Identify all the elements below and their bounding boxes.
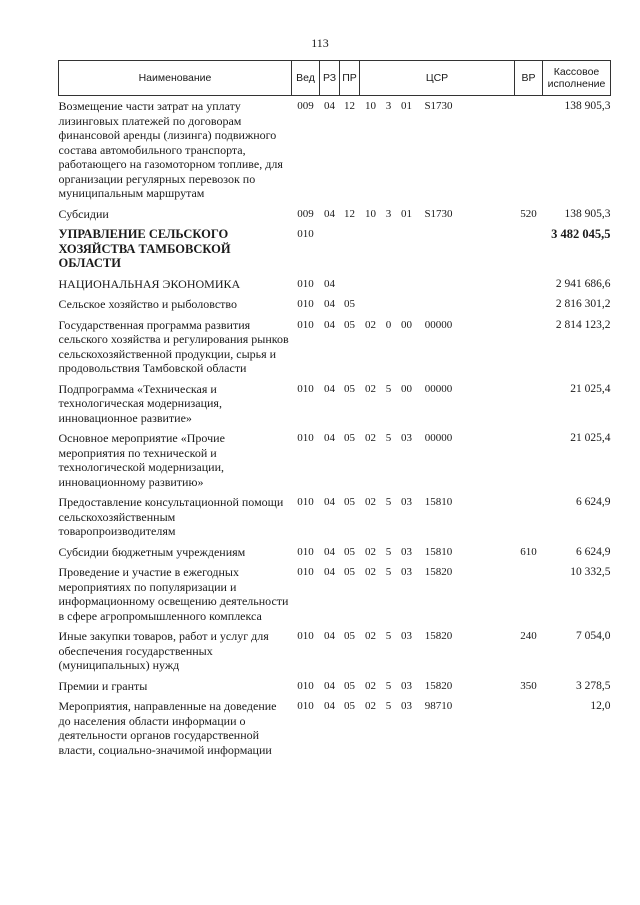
- row-amount: 10 332,5: [570, 566, 611, 578]
- table-header-row: [59, 61, 611, 96]
- header-ved: Вед: [292, 61, 320, 96]
- row-name: УПРАВЛЕНИЕ СЕЛЬСКОГО ХОЗЯЙСТВА ТАМБОВСКОЙ ОБЛАСТИ: [58, 227, 231, 270]
- row-rz: 04: [324, 545, 335, 558]
- table-row: [59, 274, 611, 295]
- row-pr: 05: [344, 566, 355, 578]
- row-vr: [515, 274, 543, 295]
- row-csr: [360, 294, 515, 315]
- row-csr-event: 00: [401, 318, 412, 331]
- row-ved: 010: [297, 228, 314, 240]
- row-csr: [360, 315, 515, 379]
- row-ved: 010: [297, 298, 314, 310]
- row-ved: 010: [297, 545, 314, 558]
- row-csr: [360, 428, 515, 492]
- row-csr-subprogram: 5: [385, 700, 392, 712]
- row-name: Мероприятия, направленные на доведение до населения области информации о деятельности органов государственной власти, социально-значимой информации: [58, 699, 277, 757]
- row-vr: [515, 224, 543, 274]
- row-csr-subprogram: 5: [385, 382, 392, 395]
- row-rz: 04: [324, 298, 335, 310]
- table-row: [59, 626, 611, 676]
- row-vr: [515, 96, 543, 204]
- row-pr: 05: [344, 382, 355, 395]
- row-csr-program: 02: [365, 496, 376, 508]
- row-vr: 240: [520, 630, 537, 642]
- table-row: [59, 204, 611, 225]
- row-pr: 05: [344, 496, 355, 508]
- row-csr-direction: 98710: [424, 700, 453, 712]
- row-csr-program: 10: [365, 207, 376, 220]
- row-vr: 350: [520, 679, 537, 692]
- row-name: Субсидии: [58, 206, 109, 221]
- row-csr-direction: 15810: [424, 496, 453, 508]
- row-csr-subprogram: 5: [385, 496, 392, 508]
- row-ved: 010: [297, 382, 314, 395]
- header-vr: ВР: [515, 61, 543, 96]
- row-csr-subprogram: 5: [385, 432, 392, 444]
- row-csr-program: 02: [365, 566, 376, 578]
- table-body: [59, 96, 611, 761]
- row-ved: 010: [297, 277, 314, 290]
- header-csr: ЦСР: [360, 61, 515, 96]
- row-csr-event: 03: [401, 496, 412, 508]
- row-csr-program: 02: [365, 382, 376, 395]
- row-amount: 2 816 301,2: [555, 298, 611, 310]
- row-ved: 010: [297, 630, 314, 642]
- row-csr-program: 02: [365, 545, 376, 558]
- row-rz: 04: [324, 277, 335, 290]
- row-name: НАЦИОНАЛЬНАЯ ЭКОНОМИКА: [58, 276, 241, 291]
- row-csr: [360, 492, 515, 542]
- row-rz: 04: [324, 679, 335, 692]
- row-csr: [360, 274, 515, 295]
- row-pr: 12: [344, 100, 355, 112]
- page-number: 113: [311, 36, 329, 50]
- row-csr-event: 03: [401, 630, 412, 642]
- row-csr-direction: 15820: [424, 630, 453, 642]
- row-csr-direction: S1730: [424, 207, 453, 220]
- table-row: [59, 492, 611, 542]
- row-csr-event: 03: [401, 432, 412, 444]
- row-amount: 2 814 123,2: [555, 318, 611, 331]
- row-csr-event: 03: [401, 566, 412, 578]
- table-row: [59, 315, 611, 379]
- row-pr: 05: [344, 318, 355, 331]
- row-csr-program: 02: [365, 700, 376, 712]
- row-ved: 010: [297, 566, 314, 578]
- row-name: Субсидии бюджетным учреждениям: [58, 544, 246, 559]
- row-pr: [340, 274, 360, 295]
- row-name: Сельское хозяйство и рыболовство: [58, 297, 238, 311]
- row-csr: [360, 204, 515, 225]
- table-row: [59, 379, 611, 429]
- row-csr-subprogram: 5: [385, 545, 392, 558]
- row-rz: 04: [324, 700, 335, 712]
- row-ved: 010: [297, 432, 314, 444]
- row-csr-program: 02: [365, 630, 376, 642]
- row-name: Проведение и участие в ежегодных мероприятиях по популяризации и информационному освещению деятельности в сфере агропромышленного комплекса: [58, 565, 289, 623]
- row-amount: 21 025,4: [570, 432, 611, 444]
- row-rz: 04: [324, 318, 335, 331]
- row-rz: 04: [324, 382, 335, 395]
- row-name: Предоставление консультационной помощи сельскохозяйственным товаропроизводителям: [58, 495, 284, 538]
- row-vr: [515, 315, 543, 379]
- row-csr-subprogram: 3: [385, 207, 392, 220]
- table-row: [59, 542, 611, 563]
- row-vr: [515, 379, 543, 429]
- row-csr: [360, 626, 515, 676]
- row-rz: 04: [324, 432, 335, 444]
- row-csr-subprogram: 0: [385, 318, 392, 331]
- header-pr: ПР: [340, 61, 360, 96]
- row-pr: 05: [344, 432, 355, 444]
- header-amount: Кассовое исполнение: [543, 61, 611, 96]
- row-csr-direction: 15820: [424, 566, 453, 578]
- table-row: [59, 96, 611, 204]
- row-rz: [320, 224, 340, 274]
- row-csr: [360, 379, 515, 429]
- row-csr: [360, 696, 515, 760]
- row-pr: 12: [344, 207, 355, 220]
- row-csr-event: 00: [401, 382, 412, 395]
- row-vr: [515, 562, 543, 626]
- row-csr-event: 01: [401, 207, 412, 220]
- table-row: [59, 696, 611, 760]
- header-rz: РЗ: [320, 61, 340, 96]
- row-pr: 05: [344, 630, 355, 642]
- row-csr-direction: 15820: [424, 679, 453, 692]
- row-amount: 7 054,0: [576, 630, 611, 642]
- row-rz: 04: [324, 100, 335, 112]
- row-name: Возмещение части затрат на уплату лизинговых платежей по договорам финансовой аренды (лизинга) подвижного состава автомобильного транспорта, работающего на газомоторном топливе, для организации регулярных перевозок по муниципальным маршрутам: [58, 99, 283, 200]
- row-csr: [360, 96, 515, 204]
- row-csr-program: 10: [365, 100, 376, 112]
- row-name: Государственная программа развития сельского хозяйства и регулирования рынков сельскохозяйственной продукции, сырья и продовольствия Тамбовской области: [58, 317, 289, 375]
- row-vr: 520: [520, 207, 537, 220]
- row-rz: 04: [324, 566, 335, 578]
- row-vr: [515, 492, 543, 542]
- row-csr-direction: 00000: [424, 432, 453, 444]
- row-vr: [515, 696, 543, 760]
- row-csr: [360, 224, 515, 274]
- row-name: Подпрограмма «Техническая и технологическая модернизация, инновационное развитие»: [58, 381, 222, 425]
- row-csr-event: 03: [401, 700, 412, 712]
- row-pr: 05: [344, 545, 355, 558]
- row-vr: [515, 428, 543, 492]
- table-row: [59, 294, 611, 315]
- table-row: [59, 562, 611, 626]
- row-ved: 010: [297, 679, 314, 692]
- row-csr-event: 01: [401, 100, 412, 112]
- row-amount: 3 482 045,5: [551, 227, 611, 241]
- row-pr: 05: [344, 700, 355, 712]
- row-amount: 21 025,4: [570, 382, 611, 395]
- row-amount: 138 905,3: [564, 100, 611, 112]
- row-csr-subprogram: 5: [385, 679, 392, 692]
- row-amount: 2 941 686,6: [555, 277, 611, 290]
- row-csr-direction: 00000: [424, 382, 453, 395]
- row-ved: 009: [297, 100, 314, 112]
- row-csr-event: 03: [401, 545, 412, 558]
- row-csr-subprogram: 5: [385, 566, 392, 578]
- row-vr: [515, 294, 543, 315]
- row-pr: 05: [344, 679, 355, 692]
- row-csr-event: 03: [401, 679, 412, 692]
- header-name: Наименование: [59, 61, 292, 96]
- row-rz: 04: [324, 496, 335, 508]
- row-amount: 138 905,3: [564, 207, 611, 220]
- row-csr-subprogram: 3: [385, 100, 392, 112]
- row-pr: 05: [344, 298, 355, 310]
- row-amount: 12,0: [590, 700, 611, 712]
- row-csr-program: 02: [365, 432, 376, 444]
- row-csr: [360, 542, 515, 563]
- row-vr: 610: [520, 545, 537, 558]
- row-rz: 04: [324, 207, 335, 220]
- row-name: Премии и гранты: [58, 678, 148, 693]
- row-csr: [360, 562, 515, 626]
- table-row: [59, 676, 611, 697]
- row-amount: 6 624,9: [576, 545, 611, 558]
- row-csr-program: 02: [365, 318, 376, 331]
- row-csr: [360, 676, 515, 697]
- row-ved: 010: [297, 700, 314, 712]
- row-amount: 6 624,9: [576, 496, 611, 508]
- row-csr-direction: 15810: [424, 545, 453, 558]
- table-row: [59, 428, 611, 492]
- row-ved: 010: [297, 318, 314, 331]
- row-ved: 009: [297, 207, 314, 220]
- row-ved: 010: [297, 496, 314, 508]
- row-pr: [340, 224, 360, 274]
- row-name: Иные закупки товаров, работ и услуг для обеспечения государственных (муниципальных) нужд: [58, 629, 269, 672]
- row-csr-subprogram: 5: [385, 630, 392, 642]
- row-amount: 3 278,5: [576, 679, 611, 692]
- table-row: [59, 224, 611, 274]
- row-rz: 04: [324, 630, 335, 642]
- row-csr-program: 02: [365, 679, 376, 692]
- budget-table: [58, 60, 611, 760]
- row-name: Основное мероприятие «Прочие мероприятия по технической и технологической модернизации, инновационному развитию»: [58, 431, 225, 489]
- row-csr-direction: 00000: [424, 318, 453, 331]
- row-csr-direction: S1730: [424, 100, 453, 112]
